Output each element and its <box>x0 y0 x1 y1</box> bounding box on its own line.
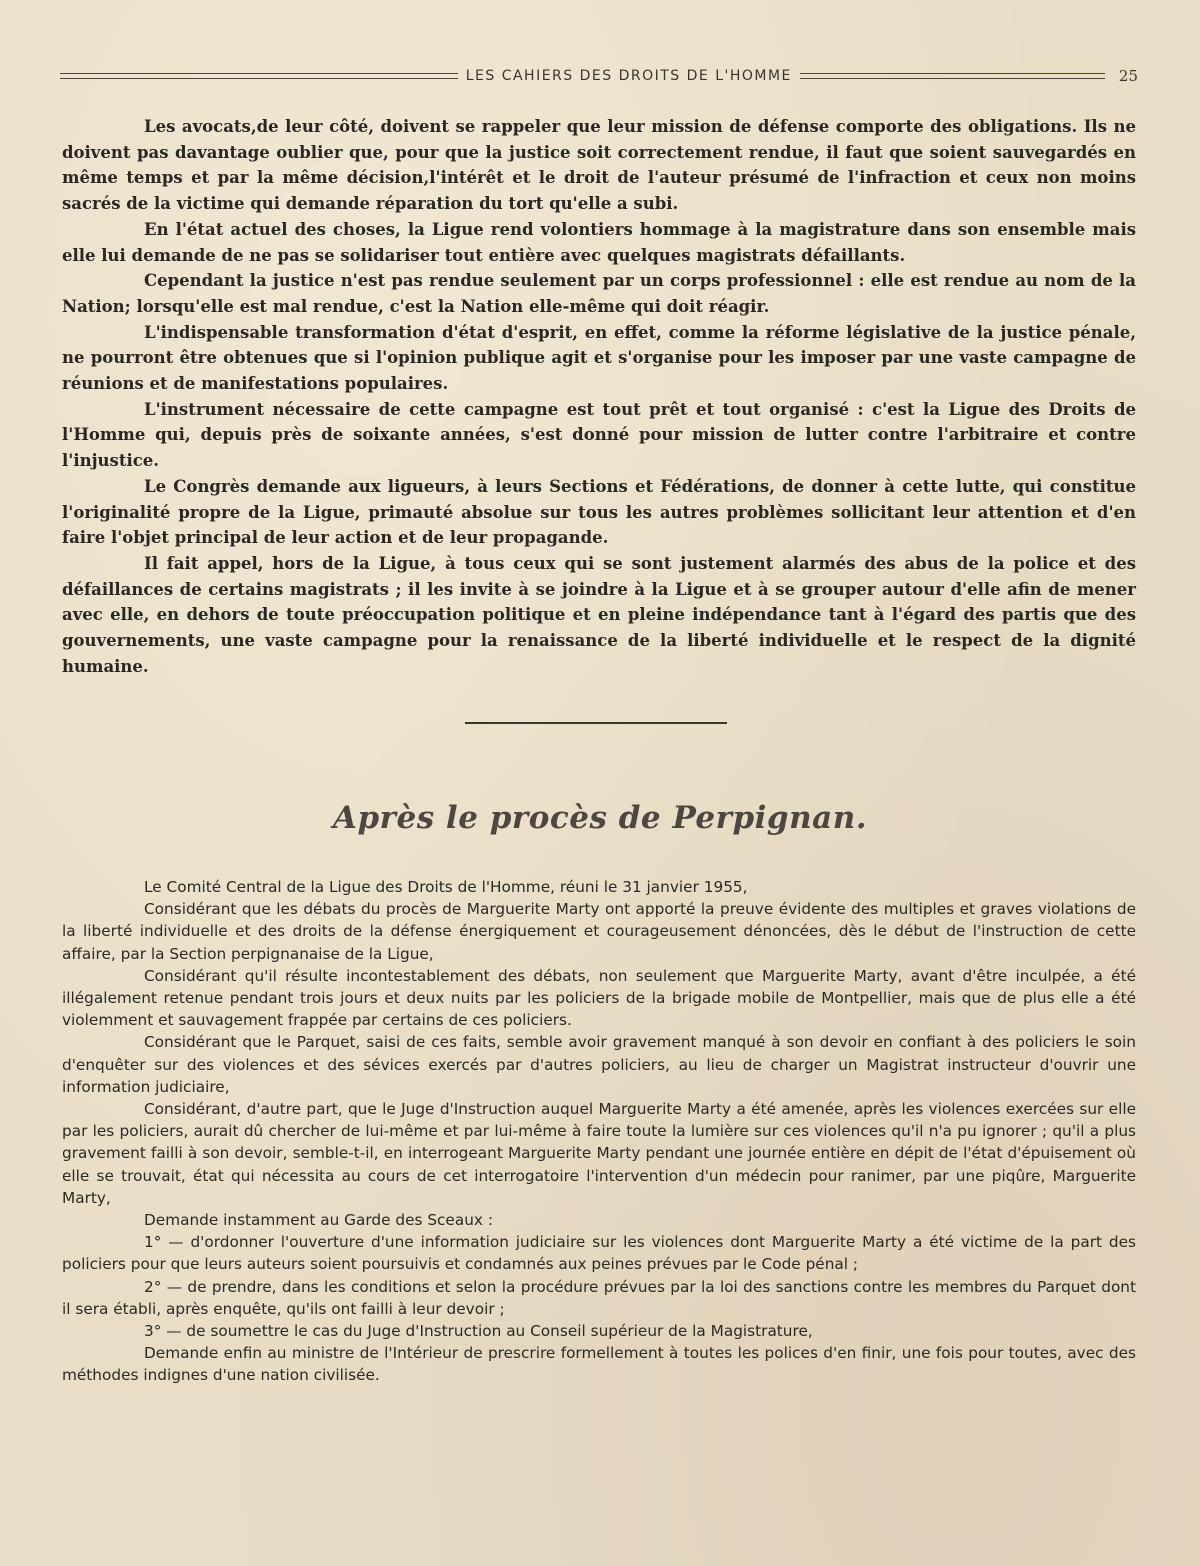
journal-title: LES CAHIERS DES DROITS DE L'HOMME <box>465 68 792 84</box>
paragraph: Considérant que les débats du procès de Marguerite Marty ont apporté la preuve évidente des multiples et graves violations de la liberté individuelle et des droits de la défense énergiquement et courageusement dénoncées, dès le début de l'instruction de cette affaire, par la Section perpignanaise de la Ligue, <box>62 900 1136 963</box>
paragraph: Demande enfin au ministre de l'Intérieur de prescrire formellement à toutes les polices d'en finir, une fois pour toutes, avec des méthodes indignes d'une nation civilisée. <box>62 1344 1136 1385</box>
paragraph: Considérant que le Parquet, saisi de ces faits, semble avoir gravement manqué à son devoir en confiant à des policiers le soin d'enquêter sur des violences et des sévices exercés par d'autres policiers, au lieu de charger un Magistrat instructeur d'ouvrir une information judiciaire, <box>62 1033 1136 1096</box>
central-committee-motion <box>62 876 1136 1387</box>
paragraph: L'indispensable transformation d'état d'esprit, en effet, comme la réforme législative de la justice pénale, ne pourront être obtenues que si l'opinion publique agit et s'organise pour les imposer par une vaste campagne de réunions et de manifestations populaires. <box>62 322 1136 394</box>
paragraph: L'instrument nécessaire de cette campagne est tout prêt et tout organisé : c'est la Ligue des Droits de l'Homme qui, depuis près de soixante années, s'est donné pour mission de lutter contre l'arbitraire et contre l'injustice. <box>62 399 1136 471</box>
list-item: 1° — d'ordonner l'ouverture d'une information judiciaire sur les violences dont Marguerite Marty a été victime de la part des policiers pour que leurs auteurs soient poursuivis et condamnés aux peines prévues par le Code pénal ; <box>62 1233 1136 1274</box>
article-heading: Après le procès de Perpignan. <box>332 800 868 836</box>
page-number: 25 <box>1118 67 1138 85</box>
running-header <box>60 66 1138 86</box>
list-item: 2° — de prendre, dans les conditions et selon la procédure prévues par la loi des sanctions contre les membres du Parquet dont il sera établi, après enquête, qu'ils ont failli à leur devoir ; <box>62 1277 1136 1318</box>
paragraph: Considérant, d'autre part, que le Juge d'Instruction auquel Marguerite Marty a été amenée, après les violences exercées sur elle par les policiers, aurait dû chercher de lui-même et par lui-même à faire toute la lumière sur ces violences qu'il n'a pu ignorer ; qu'il a plus gravement failli à son devoir, semble-t-il, en interrogeant Marguerite Marty pendant une journée entière en dépit de l'état d'épuisement où elle se trouvait, état qui nécessita au cours de cet interrogatoire l'intervention d'un médecin pour ranimer, par une piqûre, Marguerite Marty, <box>62 1100 1136 1207</box>
paragraph: En l'état actuel des choses, la Ligue rend volontiers hommage à la magistrature dans son ensemble mais elle lui demande de ne pas se solidariser tout entière avec quelques magistrats défaillants. <box>62 219 1136 265</box>
paragraph: Considérant qu'il résulte incontestablement des débats, non seulement que Marguerite Marty, avant d'être inculpée, a été illégalement retenue pendant trois jours et deux nuits par les policiers de la brigade mobile de Montpellier, mais que de plus elle a été violemment et sauvagement frappée par certains de ces policiers. <box>62 966 1136 1030</box>
section-divider <box>465 722 727 724</box>
paragraph: Cependant la justice n'est pas rendue seulement par un corps professionnel : elle est rendue au nom de la Nation; lorsqu'elle est mal rendue, c'est la Nation elle-même qui doit réagir. <box>62 271 1136 316</box>
paragraph: Demande instamment au Garde des Sceaux : <box>144 1211 493 1230</box>
header-rule-right <box>800 73 1105 79</box>
congress-resolution <box>62 114 1136 679</box>
header-rule-left <box>60 73 458 79</box>
paragraph: Les avocats,de leur côté, doivent se rappeler que leur mission de défense comporte des obligations. Ils ne doivent pas davantage oublier que, pour que la justice soit correctement rendue, il faut que soient sauvegardés en même temps et par la même décision,l'intérêt et le droit de l'auteur présumé de l'infraction et ceux non moins sacrés de la victime qui demande réparation du tort qu'elle a subi. <box>62 117 1136 214</box>
paragraph: Le Congrès demande aux ligueurs, à leurs Sections et Fédérations, de donner à cette lutte, qui constitue l'originalité propre de la Ligue, primauté absolue sur tous les autres problèmes sollicitant leur attention et d'en faire l'objet principal de leur action et de leur propagande. <box>62 476 1136 548</box>
paragraph: Il fait appel, hors de la Ligue, à tous ceux qui se sont justement alarmés des abus de la police et des défaillances de certains magistrats ; il les invite à se joindre à la Ligue et à se grouper autour d'elle afin de mener avec elle, en dehors de toute préoccupation politique et en pleine indépendance tant à l'égard des partis que des gouvernements, une vaste campagne pour la renaissance de la liberté individuelle et le respect de la dignité humaine. <box>62 553 1136 676</box>
paragraph: Le Comité Central de la Ligue des Droits de l'Homme, réuni le 31 janvier 1955, <box>144 878 748 896</box>
list-item: 3° — de soumettre le cas du Juge d'Instruction au Conseil supérieur de la Magistrature, <box>144 1322 813 1341</box>
